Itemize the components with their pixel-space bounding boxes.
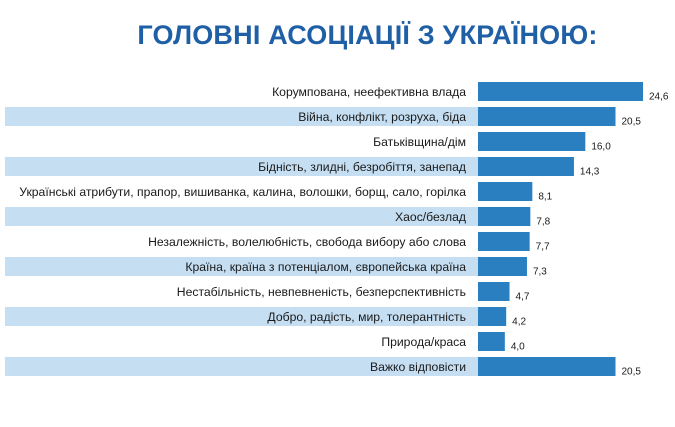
- value-label: 20,5: [621, 366, 641, 378]
- value-label: 16,0: [591, 141, 611, 153]
- bar: [478, 82, 643, 101]
- value-label: 14,3: [579, 166, 600, 178]
- bar: [478, 182, 532, 201]
- value-label: 7,3: [532, 266, 547, 278]
- category-label: Незалежність, волелюбність, свобода вибору або слова: [148, 235, 466, 249]
- value-label: 4,2: [512, 316, 527, 328]
- category-label: Бідність, злидні, безробіття, занепад: [258, 160, 466, 174]
- bar: [478, 107, 616, 126]
- value-label: 4,0: [510, 341, 525, 353]
- bar: [478, 157, 574, 176]
- bar: [478, 282, 510, 301]
- bar: [478, 207, 530, 226]
- bar: [478, 232, 530, 251]
- category-label: Важко відповісти: [369, 360, 466, 374]
- category-label: Країна, країна з потенціалом, європейська країна: [185, 260, 466, 274]
- category-label: Хаос/безлад: [395, 210, 466, 224]
- value-label: 20,5: [621, 116, 641, 128]
- bar: [478, 257, 527, 276]
- bar: [478, 332, 505, 351]
- value-label: 4,7: [515, 291, 530, 303]
- value-label: 8,1: [538, 191, 553, 203]
- bar: [478, 357, 616, 376]
- value-label: 7,7: [535, 241, 550, 253]
- category-label: Батьківщина/дім: [373, 135, 466, 149]
- value-label: 24,6: [649, 91, 669, 103]
- category-label: Нестабільність, невпевненість, безперспективність: [176, 285, 466, 299]
- category-label: Корумпована, неефективна влада: [272, 85, 466, 99]
- category-label: Добро, радість, мир, толерантність: [267, 310, 466, 324]
- category-label: Природа/краса: [381, 335, 466, 349]
- bar: [478, 307, 506, 326]
- value-label: 7,8: [536, 216, 551, 228]
- chart-title: ГОЛОВНІ АСОЦІАЦІЇ З УКРАЇНОЮ:: [137, 20, 598, 50]
- bar: [478, 132, 585, 151]
- category-label: Українські атрибути, прапор, вишиванка, калина, волошки, борщ, сало, горілка: [19, 185, 466, 199]
- category-label: Війна, конфлікт, розруха, біда: [298, 110, 466, 124]
